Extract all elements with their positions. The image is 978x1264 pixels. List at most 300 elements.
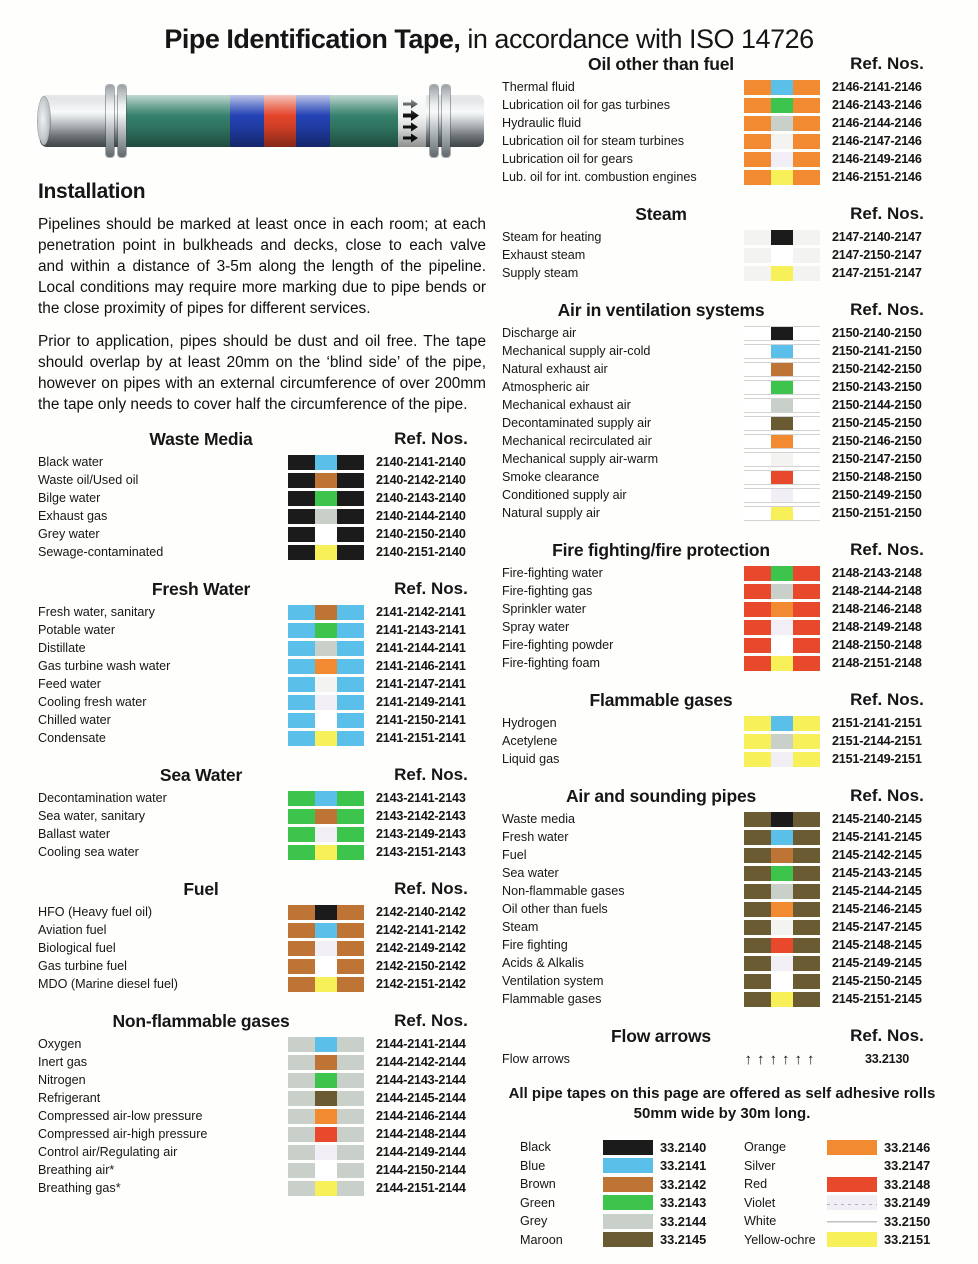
tape-swatch <box>744 488 820 503</box>
tape-label: Flammable gases <box>502 992 602 1006</box>
tape-label: Discharge air <box>502 326 577 340</box>
tape-band <box>337 473 364 488</box>
tape-label: Hydraulic fluid <box>502 116 582 130</box>
legend-ref: 33.2146 <box>884 1139 931 1155</box>
section-flammable-gases <box>502 688 942 768</box>
tape-band <box>744 80 771 95</box>
legend-item <box>744 1175 946 1194</box>
tape-swatch <box>288 605 364 620</box>
tape-band <box>771 417 793 430</box>
tape-band <box>744 489 771 502</box>
tape-band <box>744 902 771 917</box>
tape-label: Decontaminated supply air <box>502 416 652 430</box>
tape-swatch <box>288 1163 364 1178</box>
ref-number: 2147-2151-2147 <box>832 266 922 280</box>
tape-band <box>288 455 315 470</box>
legend-color-name: Black <box>520 1140 551 1155</box>
tape-label: Natural supply air <box>502 506 600 520</box>
tape-label: Flow arrows <box>502 1052 570 1066</box>
ref-nos-header: Ref. Nos. <box>850 690 924 709</box>
legend-color-name: Maroon <box>520 1232 563 1247</box>
section-header <box>502 688 942 712</box>
tape-swatch <box>744 170 820 185</box>
right-sections <box>502 52 942 1008</box>
tape-swatch <box>744 974 820 989</box>
tape-band <box>771 453 793 466</box>
ref-number: 2147-2140-2147 <box>832 230 922 244</box>
tape-band <box>315 545 337 560</box>
ref-number: 2150-2145-2150 <box>832 416 922 430</box>
tape-label: Oil other than fuels <box>502 902 608 916</box>
tape-label: Exhaust gas <box>38 509 108 523</box>
tape-band <box>337 827 364 842</box>
ref-number: 2145-2142-2145 <box>832 848 922 862</box>
ref-number: 2147-2150-2147 <box>832 248 922 262</box>
legend-swatch <box>827 1195 877 1210</box>
ref-number: 2145-2150-2145 <box>832 974 922 988</box>
tape-swatch <box>744 848 820 863</box>
tape-label: Natural exhaust air <box>502 362 608 376</box>
tape-band <box>793 938 820 953</box>
legend-color-name: Orange <box>744 1140 787 1155</box>
tape-band <box>744 327 771 340</box>
tape-row <box>502 582 942 600</box>
ref-number: 2142-2149-2142 <box>376 941 466 955</box>
ref-number: 2146-2143-2146 <box>832 98 922 112</box>
ref-number: 2151-2144-2151 <box>832 734 922 748</box>
tape-band <box>288 809 315 824</box>
left-column <box>38 78 486 1213</box>
tape-row <box>502 78 942 96</box>
flow-arrow-band <box>398 95 426 147</box>
tape-band <box>793 920 820 935</box>
tape-row <box>38 693 486 711</box>
section-header <box>502 298 942 322</box>
ref-number: 2141-2149-2141 <box>376 695 466 709</box>
tape-row <box>502 228 942 246</box>
tape-band <box>793 381 820 394</box>
tape-band <box>744 116 771 131</box>
tape-label: Inert gas <box>38 1055 88 1069</box>
tape-band <box>744 620 771 635</box>
tape-swatch <box>744 620 820 635</box>
tape-band-blue <box>296 95 330 147</box>
tape-row <box>38 1125 486 1143</box>
tape-label: Biological fuel <box>38 941 116 955</box>
tape-band <box>315 713 337 728</box>
tape-row <box>38 843 486 861</box>
tape-band <box>771 884 793 899</box>
section-header <box>502 202 942 226</box>
tape-row <box>502 882 942 900</box>
tape-swatch <box>288 1055 364 1070</box>
tape-swatch <box>288 473 364 488</box>
tape-swatch <box>744 938 820 953</box>
tape-label: Lub. oil for int. combustion engines <box>502 170 697 184</box>
legend-ref: 33.2151 <box>884 1232 931 1248</box>
tape-swatch <box>288 1037 364 1052</box>
tape-label: Cooling fresh water <box>38 695 147 709</box>
legend-color-name: Green <box>520 1195 556 1210</box>
tape-row <box>38 1089 486 1107</box>
section-header <box>38 763 486 787</box>
tape-label: Decontamination water <box>38 791 167 805</box>
tape-row <box>38 603 486 621</box>
section-title: Fresh Water <box>151 578 251 599</box>
tape-row <box>502 324 942 342</box>
ref-number: 2145-2144-2145 <box>832 884 922 898</box>
tape-row <box>502 132 942 150</box>
section-title: Sea Water <box>159 764 243 785</box>
tape-swatch <box>288 827 364 842</box>
tape-band <box>744 848 771 863</box>
tape-row <box>502 732 942 750</box>
tape-row <box>38 825 486 843</box>
legend-item <box>520 1194 722 1213</box>
installation-heading: Installation <box>38 180 146 203</box>
ref-nos-header: Ref. Nos. <box>394 879 468 898</box>
legend-ref: 33.2142 <box>660 1176 707 1192</box>
tape-band <box>337 845 364 860</box>
page-title-bold: Pipe Identification Tape, <box>164 24 461 54</box>
ref-number: 2144-2149-2144 <box>376 1145 466 1159</box>
ref-number: 2145-2149-2145 <box>832 956 922 970</box>
tape-band <box>337 1163 364 1178</box>
tape-label: Fresh water, sanitary <box>38 605 155 619</box>
tape-band <box>315 527 337 542</box>
section-non-flammable-gases <box>38 1009 486 1197</box>
tape-band <box>315 491 337 506</box>
tape-band <box>288 1091 315 1106</box>
legend-swatch <box>603 1158 653 1173</box>
ref-number: 2150-2143-2150 <box>832 380 922 394</box>
tape-swatch <box>288 1127 364 1142</box>
tape-row <box>502 750 942 768</box>
tape-band <box>315 941 337 956</box>
ref-nos-header: Ref. Nos. <box>850 54 924 73</box>
tape-band <box>771 920 793 935</box>
tape-band <box>793 471 820 484</box>
tape-label: Refrigerant <box>38 1091 101 1105</box>
tape-row <box>502 654 942 672</box>
tape-band <box>771 566 793 581</box>
section-title: Oil other than fuel <box>588 53 734 74</box>
tape-label: Fresh water <box>502 830 569 844</box>
tape-band <box>288 641 315 656</box>
section-title: Non-flammable gases <box>112 1010 290 1031</box>
tape-row <box>502 378 942 396</box>
tape-label: Acids & Alkalis <box>502 956 584 970</box>
tape-band <box>793 866 820 881</box>
tape-row <box>38 1107 486 1125</box>
ref-nos-header: Ref. Nos. <box>394 429 468 448</box>
tape-row <box>38 621 486 639</box>
ref-number: 2143-2142-2143 <box>376 809 466 823</box>
ref-number: 2146-2151-2146 <box>832 170 922 184</box>
tape-band <box>288 731 315 746</box>
tape-label: Atmospheric air <box>502 380 590 394</box>
tape-label: Non-flammable gases <box>502 884 625 898</box>
tape-band <box>744 170 771 185</box>
tape-row <box>502 918 942 936</box>
ref-number: 2145-2143-2145 <box>832 866 922 880</box>
tape-band <box>337 623 364 638</box>
tape-label: Lubrication oil for steam turbines <box>502 134 685 148</box>
tape-band <box>771 363 793 376</box>
tape-band <box>315 455 337 470</box>
ref-nos-header: Ref. Nos. <box>850 300 924 319</box>
tape-band <box>288 1037 315 1052</box>
tape-label: Cooling sea water <box>38 845 139 859</box>
ref-number: 2144-2151-2144 <box>376 1181 466 1195</box>
ref-number: 2145-2146-2145 <box>832 902 922 916</box>
tape-band <box>793 974 820 989</box>
tape-label: Lubrication oil for gas turbines <box>502 98 671 112</box>
tape-band <box>337 713 364 728</box>
tape-band <box>744 152 771 167</box>
tape-band <box>793 566 820 581</box>
tape-label: Breathing gas* <box>38 1181 121 1195</box>
tape-row <box>38 1161 486 1179</box>
tape-band <box>337 1037 364 1052</box>
tape-label: Breathing air* <box>38 1163 115 1177</box>
right-column <box>502 52 942 1249</box>
tape-row <box>38 789 486 807</box>
tape-row <box>38 1143 486 1161</box>
ref-number: 2150-2151-2150 <box>832 506 922 520</box>
tape-band <box>793 734 820 749</box>
tape-band <box>744 417 771 430</box>
tape-swatch <box>744 416 820 431</box>
installation-paragraph-2: Prior to application, pipes should be dust and oil free. The tape should overlap by at least 20mm on the ‘blind side’ of the pipe, however on pipes with an external circumference of over 200mm the tape only needs to cover half the circumference of the pipe. <box>38 333 486 413</box>
tape-row <box>38 1035 486 1053</box>
tape-row <box>38 729 486 747</box>
tape-band <box>771 848 793 863</box>
ref-number: 2140-2144-2140 <box>376 509 466 523</box>
legend-swatch <box>603 1232 653 1247</box>
ref-number: 2146-2149-2146 <box>832 152 922 166</box>
tape-band <box>793 248 820 263</box>
tape-band <box>793 992 820 1007</box>
tape-band <box>771 752 793 767</box>
section-header <box>502 538 942 562</box>
tape-band <box>288 905 315 920</box>
tape-label: Nitrogen <box>38 1073 86 1087</box>
tape-band <box>337 731 364 746</box>
tape-band <box>337 1127 364 1142</box>
legend-ref: 33.2149 <box>884 1195 931 1211</box>
tape-band <box>288 713 315 728</box>
tape-swatch <box>744 380 820 395</box>
tape-band <box>288 941 315 956</box>
ref-number: 2142-2150-2142 <box>376 959 466 973</box>
tape-band <box>744 938 771 953</box>
tape-row <box>38 639 486 657</box>
section-header <box>38 427 486 451</box>
tape-label: Sewage-contaminated <box>38 545 164 559</box>
ref-number: 2141-2143-2141 <box>376 623 466 637</box>
legend-item <box>520 1231 722 1250</box>
tape-swatch <box>744 266 820 281</box>
tape-swatch <box>744 602 820 617</box>
tape-swatch <box>744 452 820 467</box>
tape-band <box>744 363 771 376</box>
tape-label: Ballast water <box>38 827 111 841</box>
tape-row <box>38 675 486 693</box>
ref-number: 2142-2151-2142 <box>376 977 466 991</box>
ref-number: 2144-2145-2144 <box>376 1091 466 1105</box>
section-air-in-ventilation-systems <box>502 298 942 522</box>
tape-swatch <box>744 98 820 113</box>
ref-number: 2150-2140-2150 <box>832 326 922 340</box>
tape-label: Spray water <box>502 620 570 634</box>
tape-label: Distillate <box>38 641 86 655</box>
legend-swatch <box>603 1195 653 1210</box>
tape-band <box>744 638 771 653</box>
tape-band <box>744 602 771 617</box>
self-adhesive-note: All pipe tapes on this page are offered as self adhesive rolls 50mm wide by 30m long. <box>508 1085 936 1122</box>
ref-number: 2151-2141-2151 <box>832 716 922 730</box>
tape-row <box>38 1071 486 1089</box>
tape-swatch <box>288 791 364 806</box>
tape-swatch <box>288 731 364 746</box>
section-header <box>502 52 942 76</box>
tape-band <box>793 884 820 899</box>
tape-row <box>502 486 942 504</box>
legend-color-name: Grey <box>520 1214 548 1229</box>
tape-swatch <box>744 116 820 131</box>
tape-band <box>315 1055 337 1070</box>
ref-number: 2144-2141-2144 <box>376 1037 466 1051</box>
section-fire-fighting-fire-protection <box>502 538 942 672</box>
tape-row <box>502 360 942 378</box>
tape-label: Supply steam <box>502 266 579 280</box>
tape-band <box>337 491 364 506</box>
legend-item <box>520 1212 722 1231</box>
tape-band <box>315 1037 337 1052</box>
tape-swatch <box>288 527 364 542</box>
tape-band <box>315 1091 337 1106</box>
tape-band <box>315 1109 337 1124</box>
tape-label: Acetylene <box>502 734 558 748</box>
tape-band <box>793 266 820 281</box>
tape-band <box>793 812 820 827</box>
tape-row <box>502 954 942 972</box>
tape-swatch <box>744 134 820 149</box>
tape-band <box>288 545 315 560</box>
tape-band <box>744 866 771 881</box>
tape-band <box>337 545 364 560</box>
tape-label: Feed water <box>38 677 101 691</box>
tape-band <box>337 809 364 824</box>
tape-band <box>744 230 771 245</box>
legend-item <box>520 1175 722 1194</box>
ref-nos-header: Ref. Nos. <box>850 204 924 223</box>
section-air-and-sounding-pipes <box>502 784 942 1008</box>
tape-band <box>315 1163 337 1178</box>
ref-number: 2142-2140-2142 <box>376 905 466 919</box>
ref-number: 2141-2146-2141 <box>376 659 466 673</box>
tape-band <box>744 992 771 1007</box>
tape-swatch <box>288 695 364 710</box>
tape-swatch <box>744 812 820 827</box>
tape-label: Fire-fighting powder <box>502 638 614 652</box>
tape-swatch <box>288 1073 364 1088</box>
legend-item <box>744 1231 946 1250</box>
left-sections <box>38 427 486 1197</box>
tape-band <box>793 489 820 502</box>
tape-swatch <box>288 941 364 956</box>
tape-band <box>288 695 315 710</box>
tape-row <box>502 96 942 114</box>
tape-band <box>315 695 337 710</box>
pipe-flange-left <box>106 85 128 157</box>
tape-band <box>337 695 364 710</box>
tape-swatch <box>744 506 820 521</box>
tape-label: Mechanical recirculated air <box>502 434 652 448</box>
tape-swatch <box>288 1109 364 1124</box>
tape-label: Fire fighting <box>502 938 568 952</box>
tape-label: Bilge water <box>38 491 101 505</box>
tape-swatch <box>288 845 364 860</box>
tape-band <box>315 659 337 674</box>
tape-band <box>288 677 315 692</box>
legend-swatch <box>827 1232 877 1247</box>
tape-band <box>793 98 820 113</box>
ref-number: 2144-2146-2144 <box>376 1109 466 1123</box>
ref-number: 2144-2150-2144 <box>376 1163 466 1177</box>
pipe-flange-right <box>430 85 452 157</box>
ref-nos-header: Ref. Nos. <box>394 579 468 598</box>
tape-band <box>744 752 771 767</box>
tape-row <box>502 972 942 990</box>
tape-band <box>744 974 771 989</box>
ref-number: 2146-2144-2146 <box>832 116 922 130</box>
tape-swatch <box>744 470 820 485</box>
tape-band <box>744 248 771 263</box>
tape-band-red <box>264 95 296 147</box>
tape-band <box>315 509 337 524</box>
tape-swatch <box>744 656 820 671</box>
tape-band <box>793 848 820 863</box>
tape-band <box>771 471 793 484</box>
tape-band <box>744 453 771 466</box>
ref-number: 2150-2146-2150 <box>832 434 922 448</box>
tape-band <box>744 507 771 520</box>
ref-number: 2150-2141-2150 <box>832 344 922 358</box>
ref-number: 2143-2151-2143 <box>376 845 466 859</box>
tape-label: Gas turbine wash water <box>38 659 171 673</box>
tape-band <box>771 248 793 263</box>
tape-row <box>502 990 942 1008</box>
legend-color-name: Red <box>744 1177 768 1192</box>
tape-swatch <box>744 152 820 167</box>
tape-band <box>744 345 771 358</box>
tape-row <box>38 807 486 825</box>
tape-band <box>744 98 771 113</box>
tape-row <box>502 150 942 168</box>
tape-band <box>288 827 315 842</box>
tape-band <box>771 116 793 131</box>
tape-band <box>288 1055 315 1070</box>
tape-label: Control air/Regulating air <box>38 1145 178 1159</box>
tape-swatch <box>744 866 820 881</box>
section-header <box>38 577 486 601</box>
ref-nos-header: Ref. Nos. <box>850 786 924 805</box>
tape-band <box>744 734 771 749</box>
flow-arrow-icon <box>401 96 423 146</box>
ref-number: 2144-2142-2144 <box>376 1055 466 1069</box>
